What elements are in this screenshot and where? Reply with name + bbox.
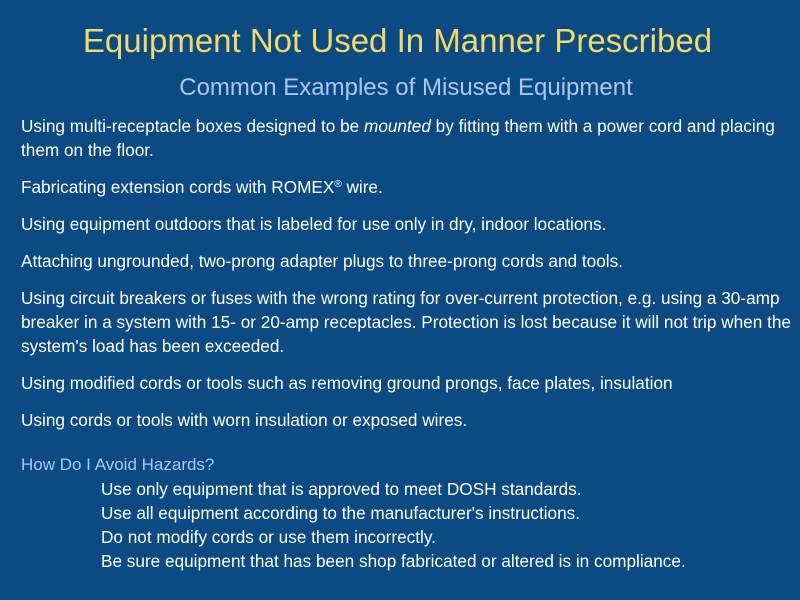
misuse-examples-list [21,114,793,445]
avoid-item: Do not modify cords or use them incorrectly. [101,527,436,547]
avoid-hazards-list [101,477,686,573]
example-item-breaker-rating: Using circuit breakers or fuses with the wrong rating for over-current protection, e.g. using a 30-amp breaker in a system with 15- or 20-amp receptacles. Protection is lost because it will not trip when the system's load has been exceeded. [21,288,791,356]
slide-title: Equipment Not Used In Manner Prescribed [82,22,713,59]
avoid-item: Be sure equipment that has been shop fabricated or altered is in compliance. [101,551,686,571]
avoid-item: Use only equipment that is approved to meet DOSH standards. [101,479,582,499]
slide-subtitle: Common Examples of Misused Equipment [179,74,633,101]
example-item-romex [21,175,793,199]
example-text: by fitting them with a power cord and placing them on the floor. [21,116,775,160]
example-item-adapter-plugs: Attaching ungrounded, two-prong adapter plugs to three-prong cords and tools. [21,251,623,271]
example-item-modified-cords: Using modified cords or tools such as removing ground prongs, face plates, insulation [21,373,673,393]
avoid-hazards-heading: How Do I Avoid Hazards? [21,455,215,474]
avoid-item: Use all equipment according to the manufacturer's instructions. [101,503,581,523]
emphasis-text: mounted [364,116,431,136]
example-item-multi-receptacle [21,114,793,162]
example-text: wire. [341,177,383,197]
example-item-outdoor-use: Using equipment outdoors that is labeled for use only in dry, indoor locations. [21,214,607,234]
example-text: Fabricating extension cords with ROMEX [21,177,335,197]
example-item-worn-insulation: Using cords or tools with worn insulation or exposed wires. [21,410,468,430]
registered-mark: ® [334,179,342,190]
example-text: Using multi-receptacle boxes designed to be [21,116,364,136]
